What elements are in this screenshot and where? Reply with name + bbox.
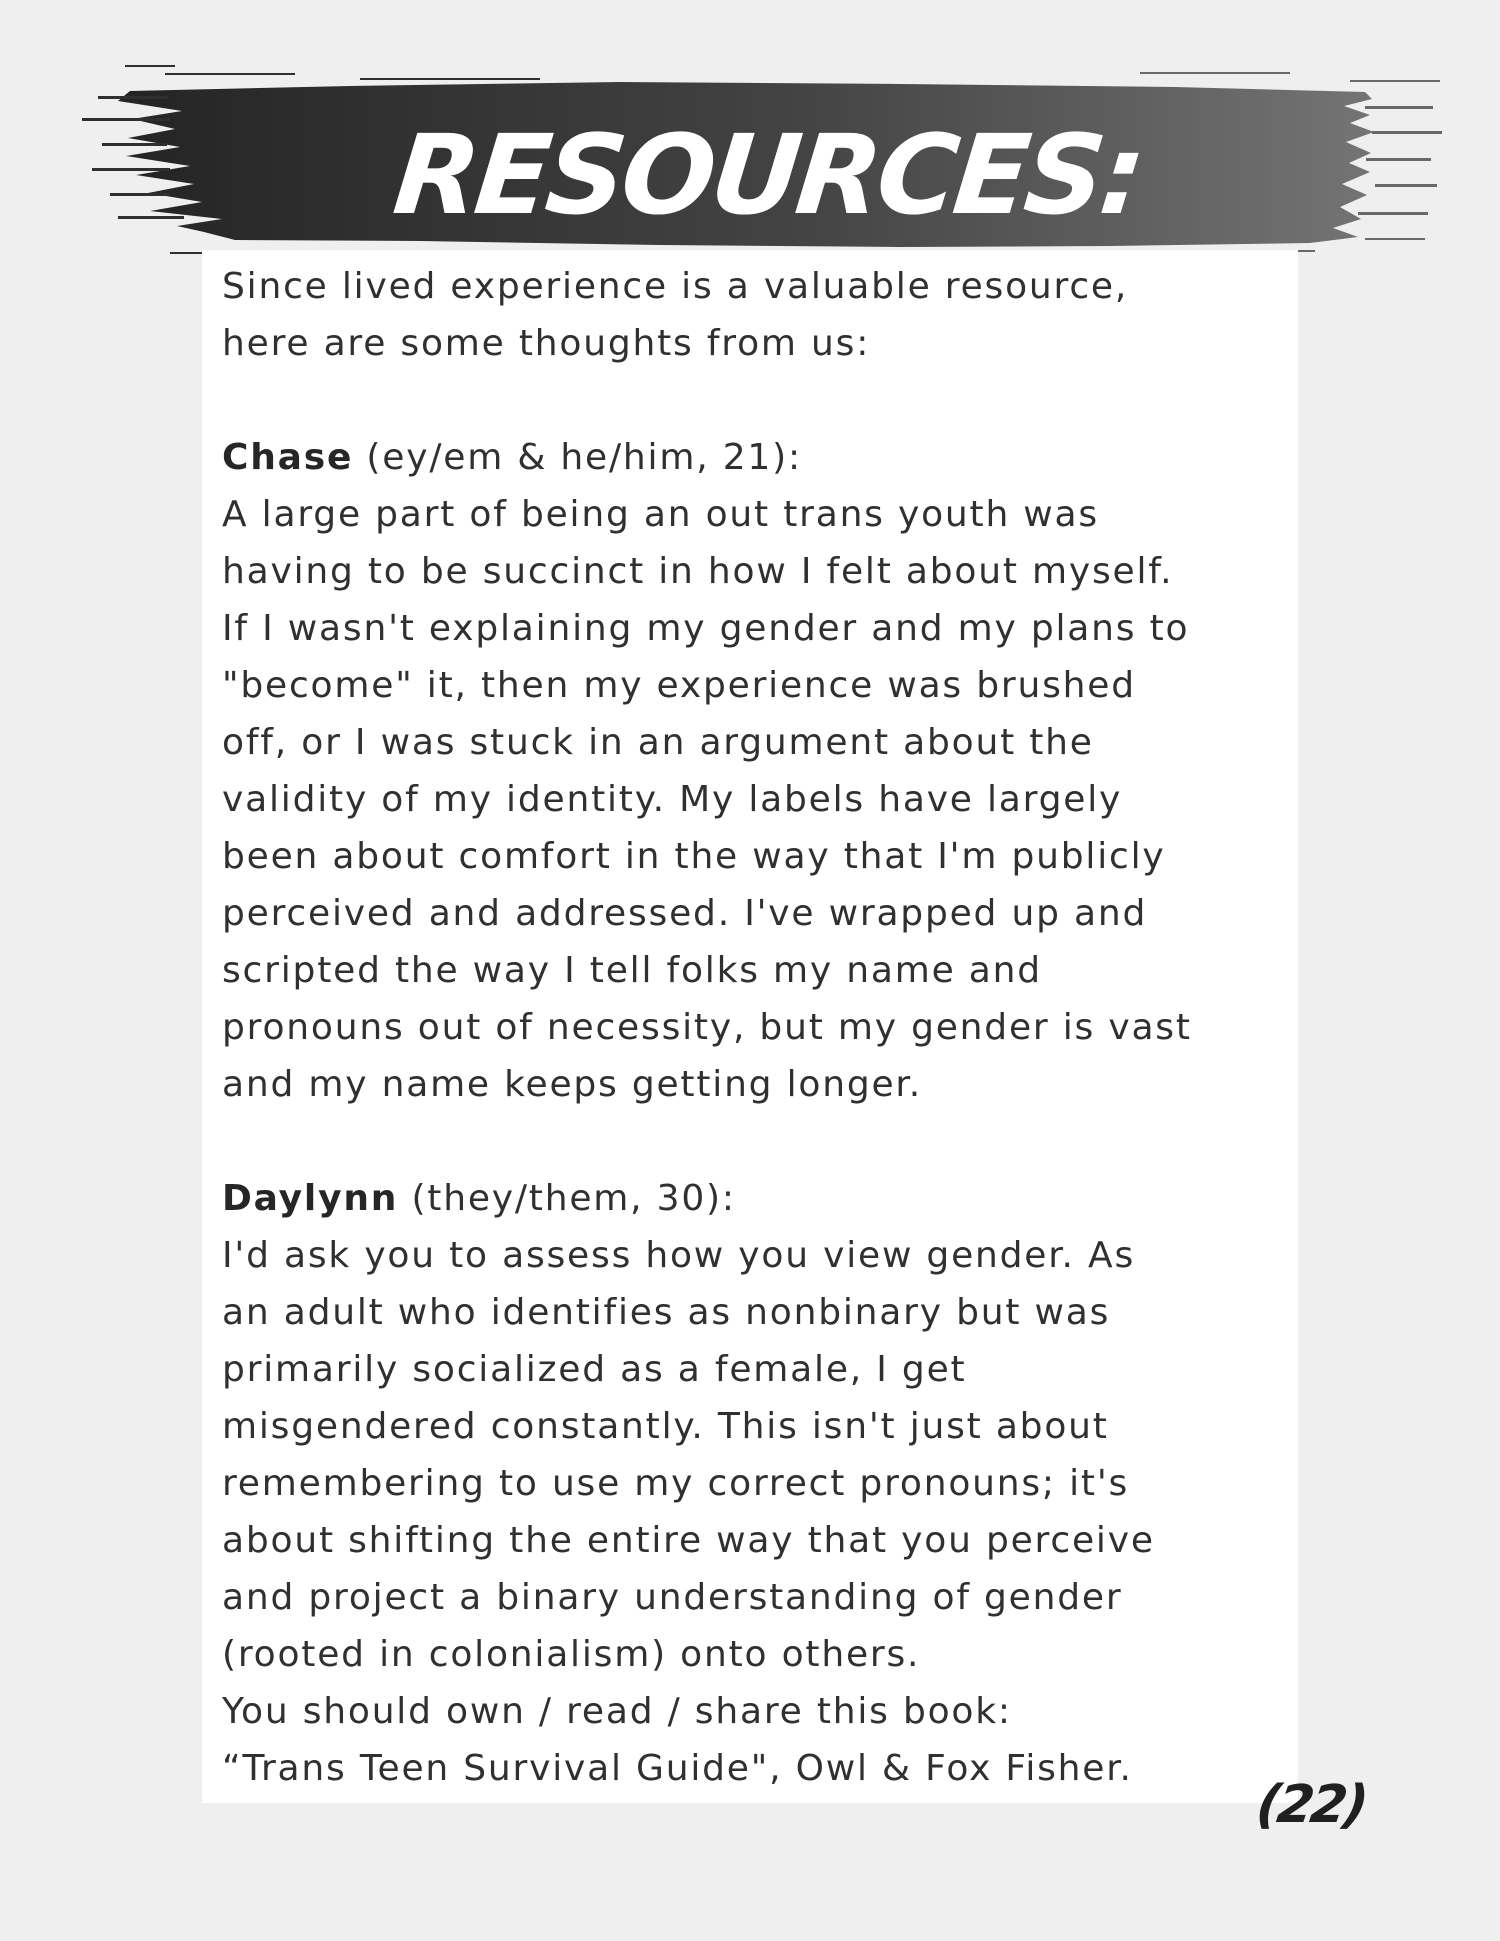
testimonial-line: (rooted in colonialism) onto others. xyxy=(222,1634,921,1675)
testimonial-line: having to be succinct in how I felt about myself. xyxy=(222,551,1174,592)
testimonial-line: been about comfort in the way that I'm publicly xyxy=(222,836,1166,877)
speaker-name: Chase xyxy=(222,437,354,478)
testimonial-line: perceived and addressed. I've wrapped up and xyxy=(222,893,1148,934)
paragraph-spacer xyxy=(222,372,1292,429)
speaker-details: (they/them, 30): xyxy=(398,1178,736,1219)
testimonial-line: off, or I was stuck in an argument about the xyxy=(222,722,1094,763)
intro-line: Since lived experience is a valuable resource, xyxy=(222,266,1129,307)
book-recommendation-title: “Trans Teen Survival Guide", Owl & Fox Fisher. xyxy=(222,1748,1133,1789)
testimonial-line: "become" it, then my experience was brushed xyxy=(222,665,1136,706)
article-body xyxy=(222,258,1292,1797)
testimonial-line: validity of my identity. My labels have largely xyxy=(222,779,1123,820)
testimonial-heading xyxy=(222,429,1292,486)
intro-paragraph xyxy=(222,258,1292,372)
testimonial-chase xyxy=(222,429,1292,1113)
testimonial-line: about shifting the entire way that you perceive xyxy=(222,1520,1155,1561)
testimonial-line: misgendered constantly. This isn't just about xyxy=(222,1406,1109,1447)
testimonial-line: A large part of being an out trans youth was xyxy=(222,494,1099,535)
testimonial-line: pronouns out of necessity, but my gender is vast xyxy=(222,1007,1192,1048)
testimonial-line: and my name keeps getting longer. xyxy=(222,1064,922,1105)
testimonial-line: scripted the way I tell folks my name and xyxy=(222,950,1042,991)
intro-line: here are some thoughts from us: xyxy=(222,323,871,364)
speaker-details: (ey/em & he/him, 21): xyxy=(353,437,802,478)
testimonial-line: remembering to use my correct pronouns; it's xyxy=(222,1463,1130,1504)
testimonial-line: an adult who identifies as nonbinary but was xyxy=(222,1292,1111,1333)
testimonial-line: primarily socialized as a female, I get xyxy=(222,1349,967,1390)
page-number: (22) xyxy=(1252,1775,1370,1835)
speaker-name: Daylynn xyxy=(222,1178,399,1219)
testimonial-line: If I wasn't explaining my gender and my plans to xyxy=(222,608,1190,649)
testimonial-line: and project a binary understanding of gender xyxy=(222,1577,1123,1618)
testimonial-heading xyxy=(222,1170,1292,1227)
paragraph-spacer xyxy=(222,1113,1292,1170)
testimonial-daylynn xyxy=(222,1170,1292,1797)
book-recommendation-line: You should own / read / share this book: xyxy=(222,1691,1012,1732)
page-title: RESOURCES: xyxy=(388,111,1148,239)
testimonial-line: I'd ask you to assess how you view gender. As xyxy=(222,1235,1136,1276)
